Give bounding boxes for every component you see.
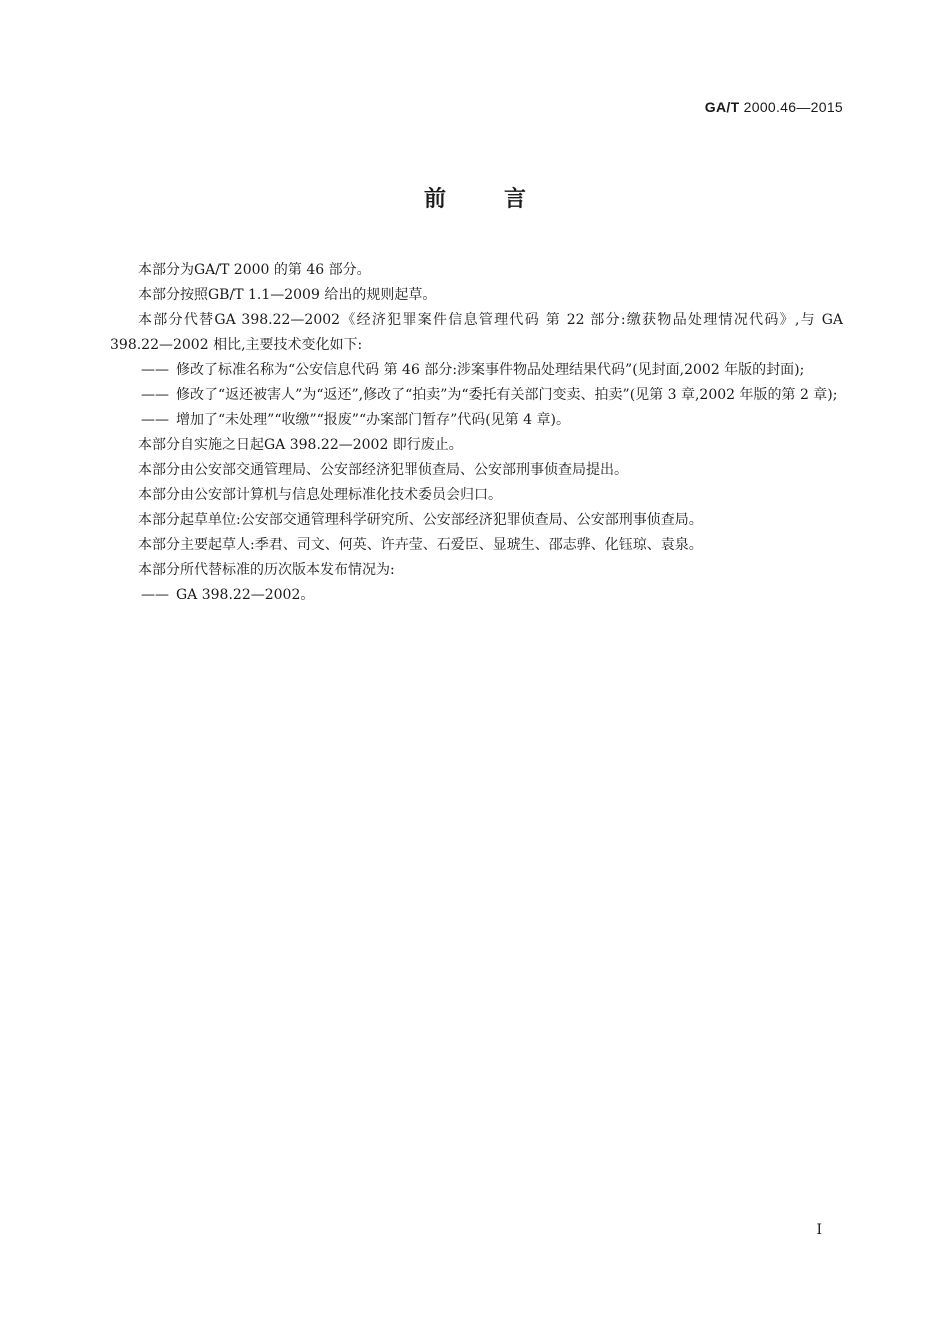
paragraph-replaces: 本部分代替GA 398.22—2002《经济犯罪案件信息管理代码 第 22 部分:缴获物品处理情况代码》,与 GA 398.22—2002 相比,主要技术变化如下:	[110, 312, 843, 353]
history-item-text: GA 398.22—2002。	[176, 587, 315, 603]
paragraph-history-intro: 本部分所代替标准的历次版本发布情况为:	[138, 562, 395, 578]
paragraph-scope: 本部分为GA/T 2000 的第 46 部分。	[138, 262, 371, 278]
change-item-text: 修改了“返还被害人”为“返还”,修改了“拍卖”为“委托有关部门变卖、拍卖”(见第 3 章,2002 年版的第 2 章);	[176, 387, 838, 403]
change-item-text: 增加了“未处理”“收缴”“报废”“办案部门暂存”代码(见第 4 章)。	[176, 412, 570, 428]
change-item	[110, 358, 843, 383]
standard-code	[705, 99, 843, 115]
page-number: I	[816, 1222, 822, 1238]
paragraph-drafting-units: 本部分起草单位:公安部交通管理科学研究所、公安部经济犯罪侦查局、公安部刑事侦查局。	[138, 512, 703, 528]
change-item-text: 修改了标准名称为“公安信息代码 第 46 部分:涉案事件物品处理结果代码”(见封面,2002 年版的封面);	[176, 362, 805, 378]
paragraph-abolish: 本部分自实施之日起GA 398.22—2002 即行废止。	[138, 437, 463, 453]
dash-marker: ——	[141, 362, 169, 378]
standard-code-number: 2000.46—2015	[739, 99, 843, 115]
dash-marker: ——	[141, 412, 169, 428]
history-item	[110, 583, 843, 608]
dash-marker: ——	[141, 587, 169, 603]
change-item	[110, 408, 843, 433]
document-body	[110, 258, 843, 608]
paragraph-proposed-by: 本部分由公安部交通管理局、公安部经济犯罪侦查局、公安部刑事侦查局提出。	[138, 462, 628, 478]
standard-code-prefix: GA/T	[704, 99, 740, 115]
change-item	[110, 383, 843, 408]
paragraph-drafters: 本部分主要起草人:季君、司文、何英、许卉莹、石爱臣、显琥生、邵志骅、化钰琼、袁泉。	[138, 537, 703, 553]
paragraph-administered-by: 本部分由公安部计算机与信息处理标准化技术委员会归口。	[138, 487, 502, 503]
page-title: 前言	[423, 187, 584, 212]
dash-marker: ——	[141, 387, 169, 403]
paragraph-drafting-rules: 本部分按照GB/T 1.1—2009 给出的规则起草。	[138, 287, 437, 303]
